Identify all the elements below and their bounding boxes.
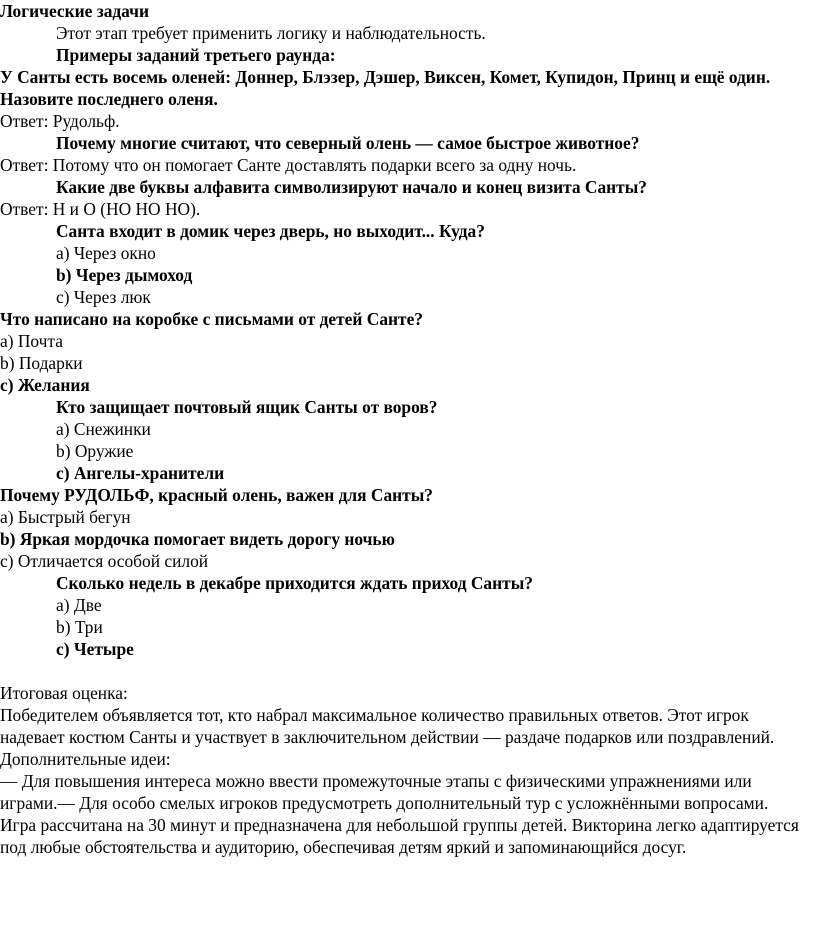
extra-heading: Дополнительные идеи: — [0, 749, 171, 769]
question-5: Что написано на коробке с письмами от детей Санте? — [0, 309, 423, 329]
question-6-option-a: а) Снежинки — [56, 419, 151, 439]
question-6-option-c: c) Ангелы-хранители — [56, 463, 225, 483]
question-7-option-b: b) Яркая мордочка помогает видеть дорогу ночью — [0, 529, 395, 549]
question-8-option-c: c) Четыре — [56, 639, 134, 659]
question-5-option-a: а) Почта — [0, 331, 63, 351]
question-7: Почему РУДОЛЬФ, красный олень, важен для Санты? — [0, 485, 433, 505]
final-heading: Итоговая оценка: — [0, 683, 128, 703]
spacer — [0, 660, 816, 682]
answer-2: Ответ: Потому что он помогает Санте доставлять подарки всего за одну ночь. — [0, 155, 577, 175]
question-7-option-a: а) Быстрый бегун — [0, 507, 131, 527]
question-8-option-a: а) Две — [56, 595, 102, 615]
question-4-option-c: c) Через люк — [56, 287, 151, 307]
question-2: Почему многие считают, что северный олень — самое быстрое животное? — [56, 133, 640, 153]
question-5-option-c: c) Желания — [0, 375, 90, 395]
section-intro: Этот этап требует применить логику и наблюдательность. — [56, 23, 486, 43]
question-6-option-b: b) Оружие — [56, 441, 134, 461]
question-1: У Санты есть восемь оленей: Доннер, Блэзер, Дэшер, Виксен, Комет, Купидон, Принц и ещё один. Назовите последнего оленя. — [0, 67, 771, 109]
extra-text: — Для повышения интереса можно ввести промежуточные этапы с физическими упражнениями или играми.— Для особо смелых игроков предусмотреть дополнительный тур с усложнёнными вопросами. — [0, 771, 769, 813]
question-7-option-c: c) Отличается особой силой — [0, 551, 209, 571]
question-3: Какие две буквы алфавита символизируют начало и конец визита Санты? — [56, 177, 647, 197]
question-5-option-b: b) Подарки — [0, 353, 83, 373]
question-4-option-a: а) Через окно — [56, 243, 156, 263]
round-title: Примеры заданий третьего раунда: — [56, 45, 336, 65]
question-4: Санта входит в домик через дверь, но выходит... Куда? — [56, 221, 485, 241]
question-6: Кто защищает почтовый ящик Санты от воров? — [56, 397, 438, 417]
final-text: Победителем объявляется тот, кто набрал максимальное количество правильных ответов. Этот игрок надевает костюм Санты и участвует в заключительном действии — раздаче подарков или поздравлений. — [0, 705, 775, 747]
question-8-option-b: b) Три — [56, 617, 103, 637]
question-8: Сколько недель в декабре приходится ждать приход Санты? — [56, 573, 533, 593]
summary-text: Игра рассчитана на 30 минут и предназначена для небольшой группы детей. Викторина легко адаптируется под любые обстоятельства и аудиторию, обеспечивая детям яркий и запоминающийся досуг. — [0, 815, 799, 857]
answer-1: Ответ: Рудольф. — [0, 111, 120, 131]
question-4-option-b: b) Через дымоход — [56, 265, 193, 285]
answer-3: Ответ: Н и О (НО НО НО). — [0, 199, 201, 219]
section-heading: Логические задачи — [0, 1, 150, 21]
